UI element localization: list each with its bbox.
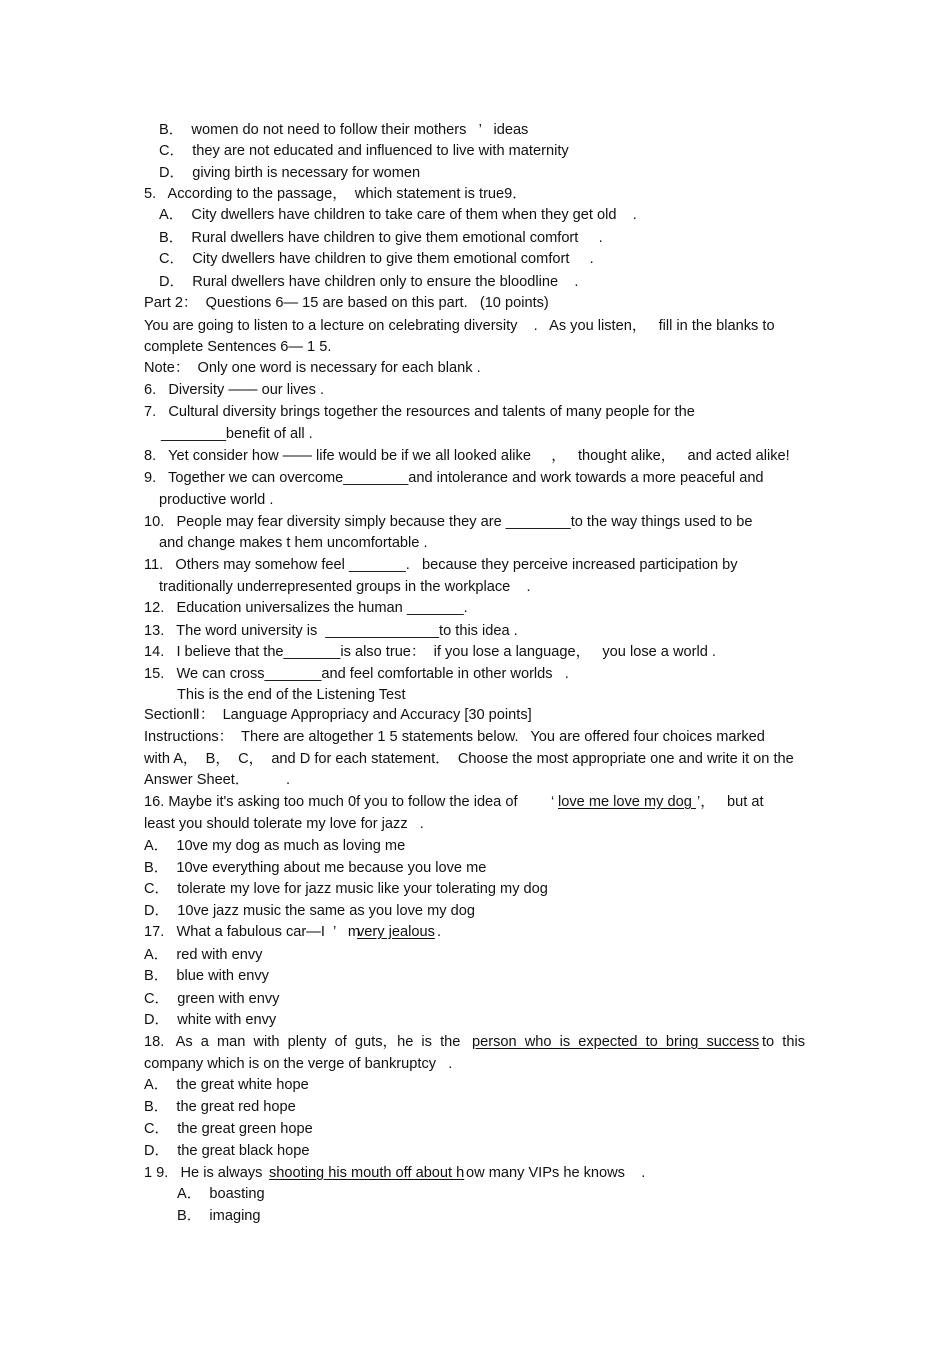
question-5: 5. According to the passage， which statement is true9． (144, 186, 527, 202)
sentence-9-cont: productive world . (159, 492, 274, 508)
part-2-heading: Part 2： Questions 6— 15 are based on this part. (10 points) (144, 295, 549, 311)
sentence-10: 10. People may fear diversity simply because they are ________to the way things used to be (144, 514, 753, 530)
sentence-11-cont: traditionally underrepresented groups in the workplace . (159, 579, 531, 595)
question-19: 1 9. He is always (144, 1165, 267, 1181)
question-17: 17. What a fabulous car—I ’ m (144, 924, 361, 940)
question-16: 16. Maybe it's asking too much 0f you to follow the idea of (144, 794, 518, 810)
q4-option-b: B． women do not need to follow their mothers ’ ideas (159, 122, 529, 138)
sentence-13: 13. The word university is ______________to this idea . (144, 623, 518, 639)
q17-option-d: D． white with envy (144, 1012, 277, 1028)
q17-option-b: B． blue with envy (144, 968, 269, 984)
q5-option-c: C． City dwellers have children to give them emotional comfort . (159, 251, 594, 267)
question-18: 18. As a man with plenty of guts，he is the (144, 1034, 461, 1050)
q17-underlined-phrase: very jealous (357, 924, 435, 940)
section-2-heading: SectionⅡ： Language Appropriacy and Accuracy [30 points] (144, 707, 532, 723)
listening-test-end: This is the end of the Listening Test (177, 687, 406, 703)
q5-option-d: D． Rural dwellers have children only to ensure the bloodline . (159, 274, 579, 290)
sentence-8: 8. Yet consider how —— life would be if we all looked alike ， thought alike， and acted alike! (144, 448, 790, 464)
q5-option-a: A． City dwellers have children to take care of them when they get old . (159, 207, 637, 223)
section-2-instructions: Instructions： There are altogether 1 5 statements below. You are offered four choices marked (144, 729, 765, 745)
q16-option-a: A． 10ve my dog as much as loving me (144, 838, 406, 854)
q4-option-c: C． they are not educated and influenced to live with maternity (159, 143, 569, 159)
sentence-7: 7. Cultural diversity brings together the resources and talents of many people for the (144, 404, 695, 420)
q16-option-c: C． tolerate my love for jazz music like your tolerating my dog (144, 881, 548, 897)
q16-option-d: D． 10ve jazz music the same as you love my dog (144, 903, 475, 919)
q16-close-quote: ’， but at (697, 794, 764, 810)
question-16-cont: least you should tolerate my love for jazz . (144, 816, 424, 832)
q17-period: . (437, 924, 442, 940)
q5-option-b: B． Rural dwellers have children to give them emotional comfort . (159, 230, 603, 246)
sentence-6: 6. Diversity —— our lives . (144, 382, 325, 398)
q17-option-a: A． red with envy (144, 947, 263, 963)
q16-option-b: B． 10ve everything about me because you love me (144, 860, 487, 876)
q17-option-c: C． green with envy (144, 991, 280, 1007)
q4-option-d: D． giving birth is necessary for women (159, 165, 421, 181)
part-2-instructions: You are going to listen to a lecture on celebrating diversity . As you listen， fill in the blanks to (144, 318, 775, 334)
sentence-10-cont: and change makes t hem uncomfortable . (159, 535, 428, 551)
sentence-9: 9. Together we can overcome________and intolerance and work towards a more peaceful and (144, 470, 764, 486)
sentence-14: 14. I believe that the_______is also true： if you lose a language， you lose a world . (144, 644, 716, 660)
q19-option-a: A． boasting (177, 1186, 265, 1202)
sentence-12: 12. Education universalizes the human _______. (144, 600, 468, 616)
q19-line-end: ow many VIPs he knows . (466, 1165, 646, 1181)
note: Note： Only one word is necessary for each blank . (144, 360, 481, 376)
section-2-instructions-end: Answer Sheet． . (144, 772, 290, 788)
q18-option-a: A． the great white hope (144, 1077, 309, 1093)
q18-line-end: to this (762, 1034, 805, 1050)
q19-underlined-phrase: shooting his mouth off about h (269, 1165, 465, 1181)
sentence-11: 11. Others may somehow feel _______. because they perceive increased participation by (144, 557, 738, 573)
section-2-instructions-cont: with A， B， C， and D for each statement． Choose the most appropriate one and write it on the (144, 751, 794, 767)
q18-underlined-phrase: person who is expected to bring success (472, 1034, 760, 1050)
q18-option-d: D． the great black hope (144, 1143, 310, 1159)
part-2-instructions-cont: complete Sentences 6— 1 5. (144, 339, 332, 355)
q18-option-b: B． the great red hope (144, 1099, 296, 1115)
q19-option-b: B． imaging (177, 1208, 261, 1224)
q16-open-quote: ‘ (551, 794, 555, 810)
question-18-cont: company which is on the verge of bankruptcy . (144, 1056, 453, 1072)
q16-underlined-phrase: love me love my dog (558, 794, 696, 810)
q18-option-c: C． the great green hope (144, 1121, 313, 1137)
sentence-15: 15. We can cross_______and feel comfortable in other worlds . (144, 666, 569, 682)
sentence-7-cont: ________benefit of all . (161, 426, 313, 442)
